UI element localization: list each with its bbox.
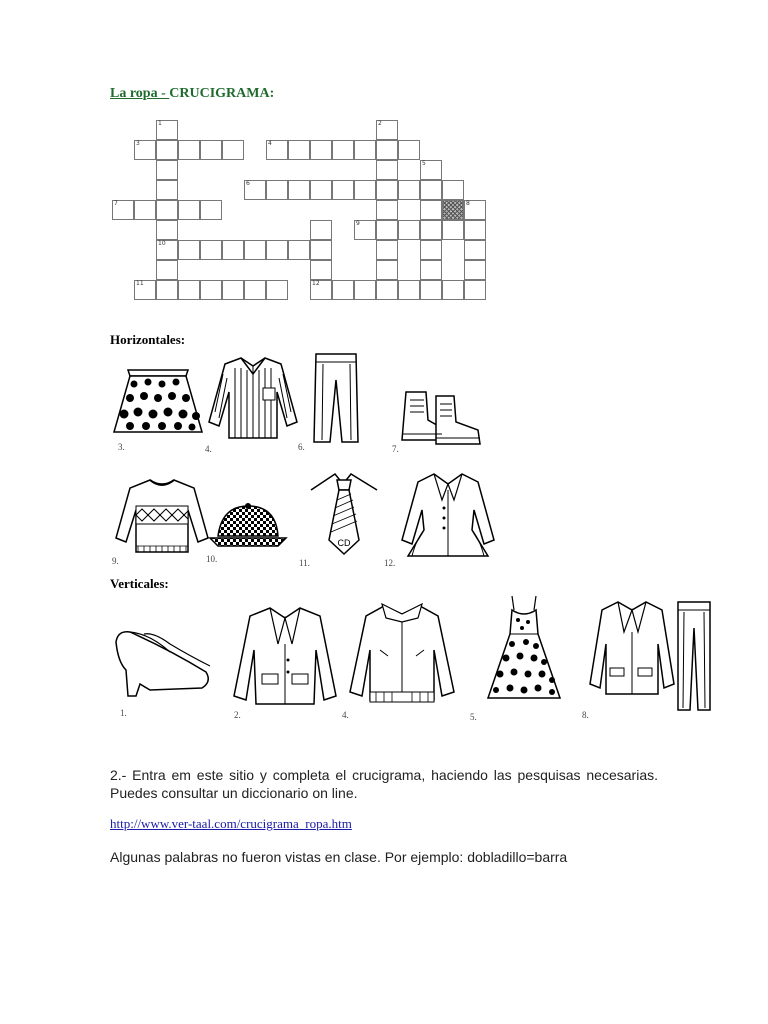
item-number: 4. [342, 710, 349, 720]
page-title [110, 86, 274, 102]
crossword-cell [332, 180, 354, 200]
crossword-cell [354, 140, 376, 160]
tie-monogram: CD [337, 538, 351, 548]
crossword-cell [442, 220, 464, 240]
item-number: 12. [384, 558, 396, 568]
item-number: 9. [112, 556, 119, 566]
trousers-icon [306, 350, 366, 446]
item-number: 4. [205, 444, 212, 454]
crossword-cell [200, 140, 222, 160]
crossword-cell [464, 240, 486, 260]
dress-icon [484, 594, 564, 706]
crossword-cell [156, 160, 178, 180]
boots-icon [392, 386, 484, 448]
shirt-picture [205, 352, 301, 454]
crossword-clue-number: 4 [268, 140, 272, 147]
crossword-cell [178, 240, 200, 260]
crossword-cell [134, 200, 156, 220]
crossword-cell [222, 240, 244, 260]
crossword-cell [310, 180, 332, 200]
crossword-cell [420, 180, 442, 200]
crossword-cell [222, 280, 244, 300]
tie-picture [299, 470, 383, 568]
crossword-cell [464, 260, 486, 280]
crossword-cell [156, 200, 178, 220]
crossword-cell [420, 220, 442, 240]
crossword-clue-number: 8 [466, 200, 470, 207]
crossword-cell [200, 200, 222, 220]
crossword-cell [464, 220, 486, 240]
crossword-cell [376, 260, 398, 280]
crossword-cell [266, 280, 288, 300]
crossword-clue-number: 11 [136, 280, 144, 287]
crossword-cell [244, 240, 266, 260]
crossword-clue-number: 6 [246, 180, 250, 187]
crossword-cell [376, 220, 398, 240]
crossword-cell [332, 280, 354, 300]
suit-picture [582, 598, 714, 720]
crossword-cell [398, 140, 420, 160]
shoes-icon [110, 626, 214, 706]
crossword-cell [420, 280, 442, 300]
jacket-picture [232, 604, 338, 720]
crossword-cell [376, 160, 398, 180]
shirt-icon [205, 352, 301, 444]
item-number: 10. [206, 554, 218, 564]
crossword-clue-number: 1 [158, 120, 162, 127]
crossword-clue-number: 5 [422, 160, 426, 167]
skirt-icon [110, 362, 206, 442]
suit-icon [588, 598, 714, 716]
crossword-cell [200, 280, 222, 300]
item-number: 1. [120, 708, 127, 718]
crossword-cell [442, 180, 464, 200]
crossword-cell [398, 280, 420, 300]
instructions-paragraph: 2.- Entra em este sitio y completa el crucigrama, haciendo las pesquisas necesarias. Puedes consultar un diccionario on line. [110, 767, 658, 801]
crossword-cell [156, 260, 178, 280]
crossword-cell [464, 280, 486, 300]
crossword-cell [288, 240, 310, 260]
cap-icon [206, 500, 290, 552]
crossword-cell [266, 180, 288, 200]
item-number: 6. [298, 442, 305, 452]
coat-picture [384, 470, 498, 568]
crossword-cell [156, 140, 178, 160]
item-number: 3. [118, 442, 125, 452]
crossword-cell [310, 140, 332, 160]
dress-picture [470, 594, 564, 722]
shoes-picture [110, 626, 214, 718]
crossword-cell [376, 240, 398, 260]
tie-icon [305, 470, 383, 556]
title-crucigrama: CRUCIGRAMA: [169, 86, 275, 101]
crossword-cell [398, 180, 420, 200]
crossword-clue-number: 9 [356, 220, 360, 227]
crossword-cell [376, 200, 398, 220]
crossword-cell [156, 220, 178, 240]
crossword-cell [442, 200, 464, 220]
crossword-cell [222, 140, 244, 160]
crossword-cell [244, 280, 266, 300]
item-number: 2. [234, 710, 241, 720]
trousers-picture [298, 350, 366, 452]
crossword-cell [178, 140, 200, 160]
crossword-clue-number: 2 [378, 120, 382, 127]
crossword-cell [266, 240, 288, 260]
crossword-cell [310, 240, 332, 260]
crossword-cell [354, 280, 376, 300]
coat-icon [398, 470, 498, 560]
item-number: 11. [299, 558, 310, 568]
crossword-cell [376, 280, 398, 300]
crossword-cell [310, 260, 332, 280]
crossword-cell [178, 200, 200, 220]
windbreaker-icon [346, 600, 458, 712]
crossword-cell [354, 180, 376, 200]
crossword-cell [420, 200, 442, 220]
crossword-clue-number: 12 [312, 280, 320, 287]
crossword-clue-number: 10 [158, 240, 166, 247]
crossword-cell [288, 180, 310, 200]
crossword-cell [376, 140, 398, 160]
crossword-cell [442, 280, 464, 300]
jacket-icon [232, 604, 338, 710]
crossword-link[interactable]: http://www.ver-taal.com/crucigrama_ropa.htm [110, 816, 352, 831]
windbreaker-picture [342, 600, 458, 720]
crossword-cell [398, 220, 420, 240]
skirt-picture [110, 362, 206, 452]
item-number: 5. [470, 712, 477, 722]
crossword-cell [332, 140, 354, 160]
crossword-cell [178, 280, 200, 300]
crossword-clue-number: 3 [136, 140, 140, 147]
crossword-clue-number: 7 [114, 200, 118, 207]
crossword-cell [156, 180, 178, 200]
crossword-cell [420, 260, 442, 280]
verticales-heading: Verticales: [110, 576, 169, 591]
crossword-cell [200, 240, 222, 260]
note-paragraph: Algunas palabras no fueron vistas en clase. Por ejemplo: dobladillo=barra [110, 849, 568, 865]
crossword-cell [420, 240, 442, 260]
sweater-icon [112, 476, 212, 556]
crossword-cell [288, 140, 310, 160]
crossword-cell [310, 220, 332, 240]
boots-picture [392, 386, 484, 454]
cap-picture [206, 500, 290, 564]
horizontales-heading: Horizontales: [110, 332, 186, 347]
item-number: 7. [392, 444, 399, 454]
crossword-cell [156, 280, 178, 300]
crossword-cell [376, 180, 398, 200]
item-number: 8. [582, 710, 589, 720]
title-topic: La ropa - [110, 86, 170, 101]
